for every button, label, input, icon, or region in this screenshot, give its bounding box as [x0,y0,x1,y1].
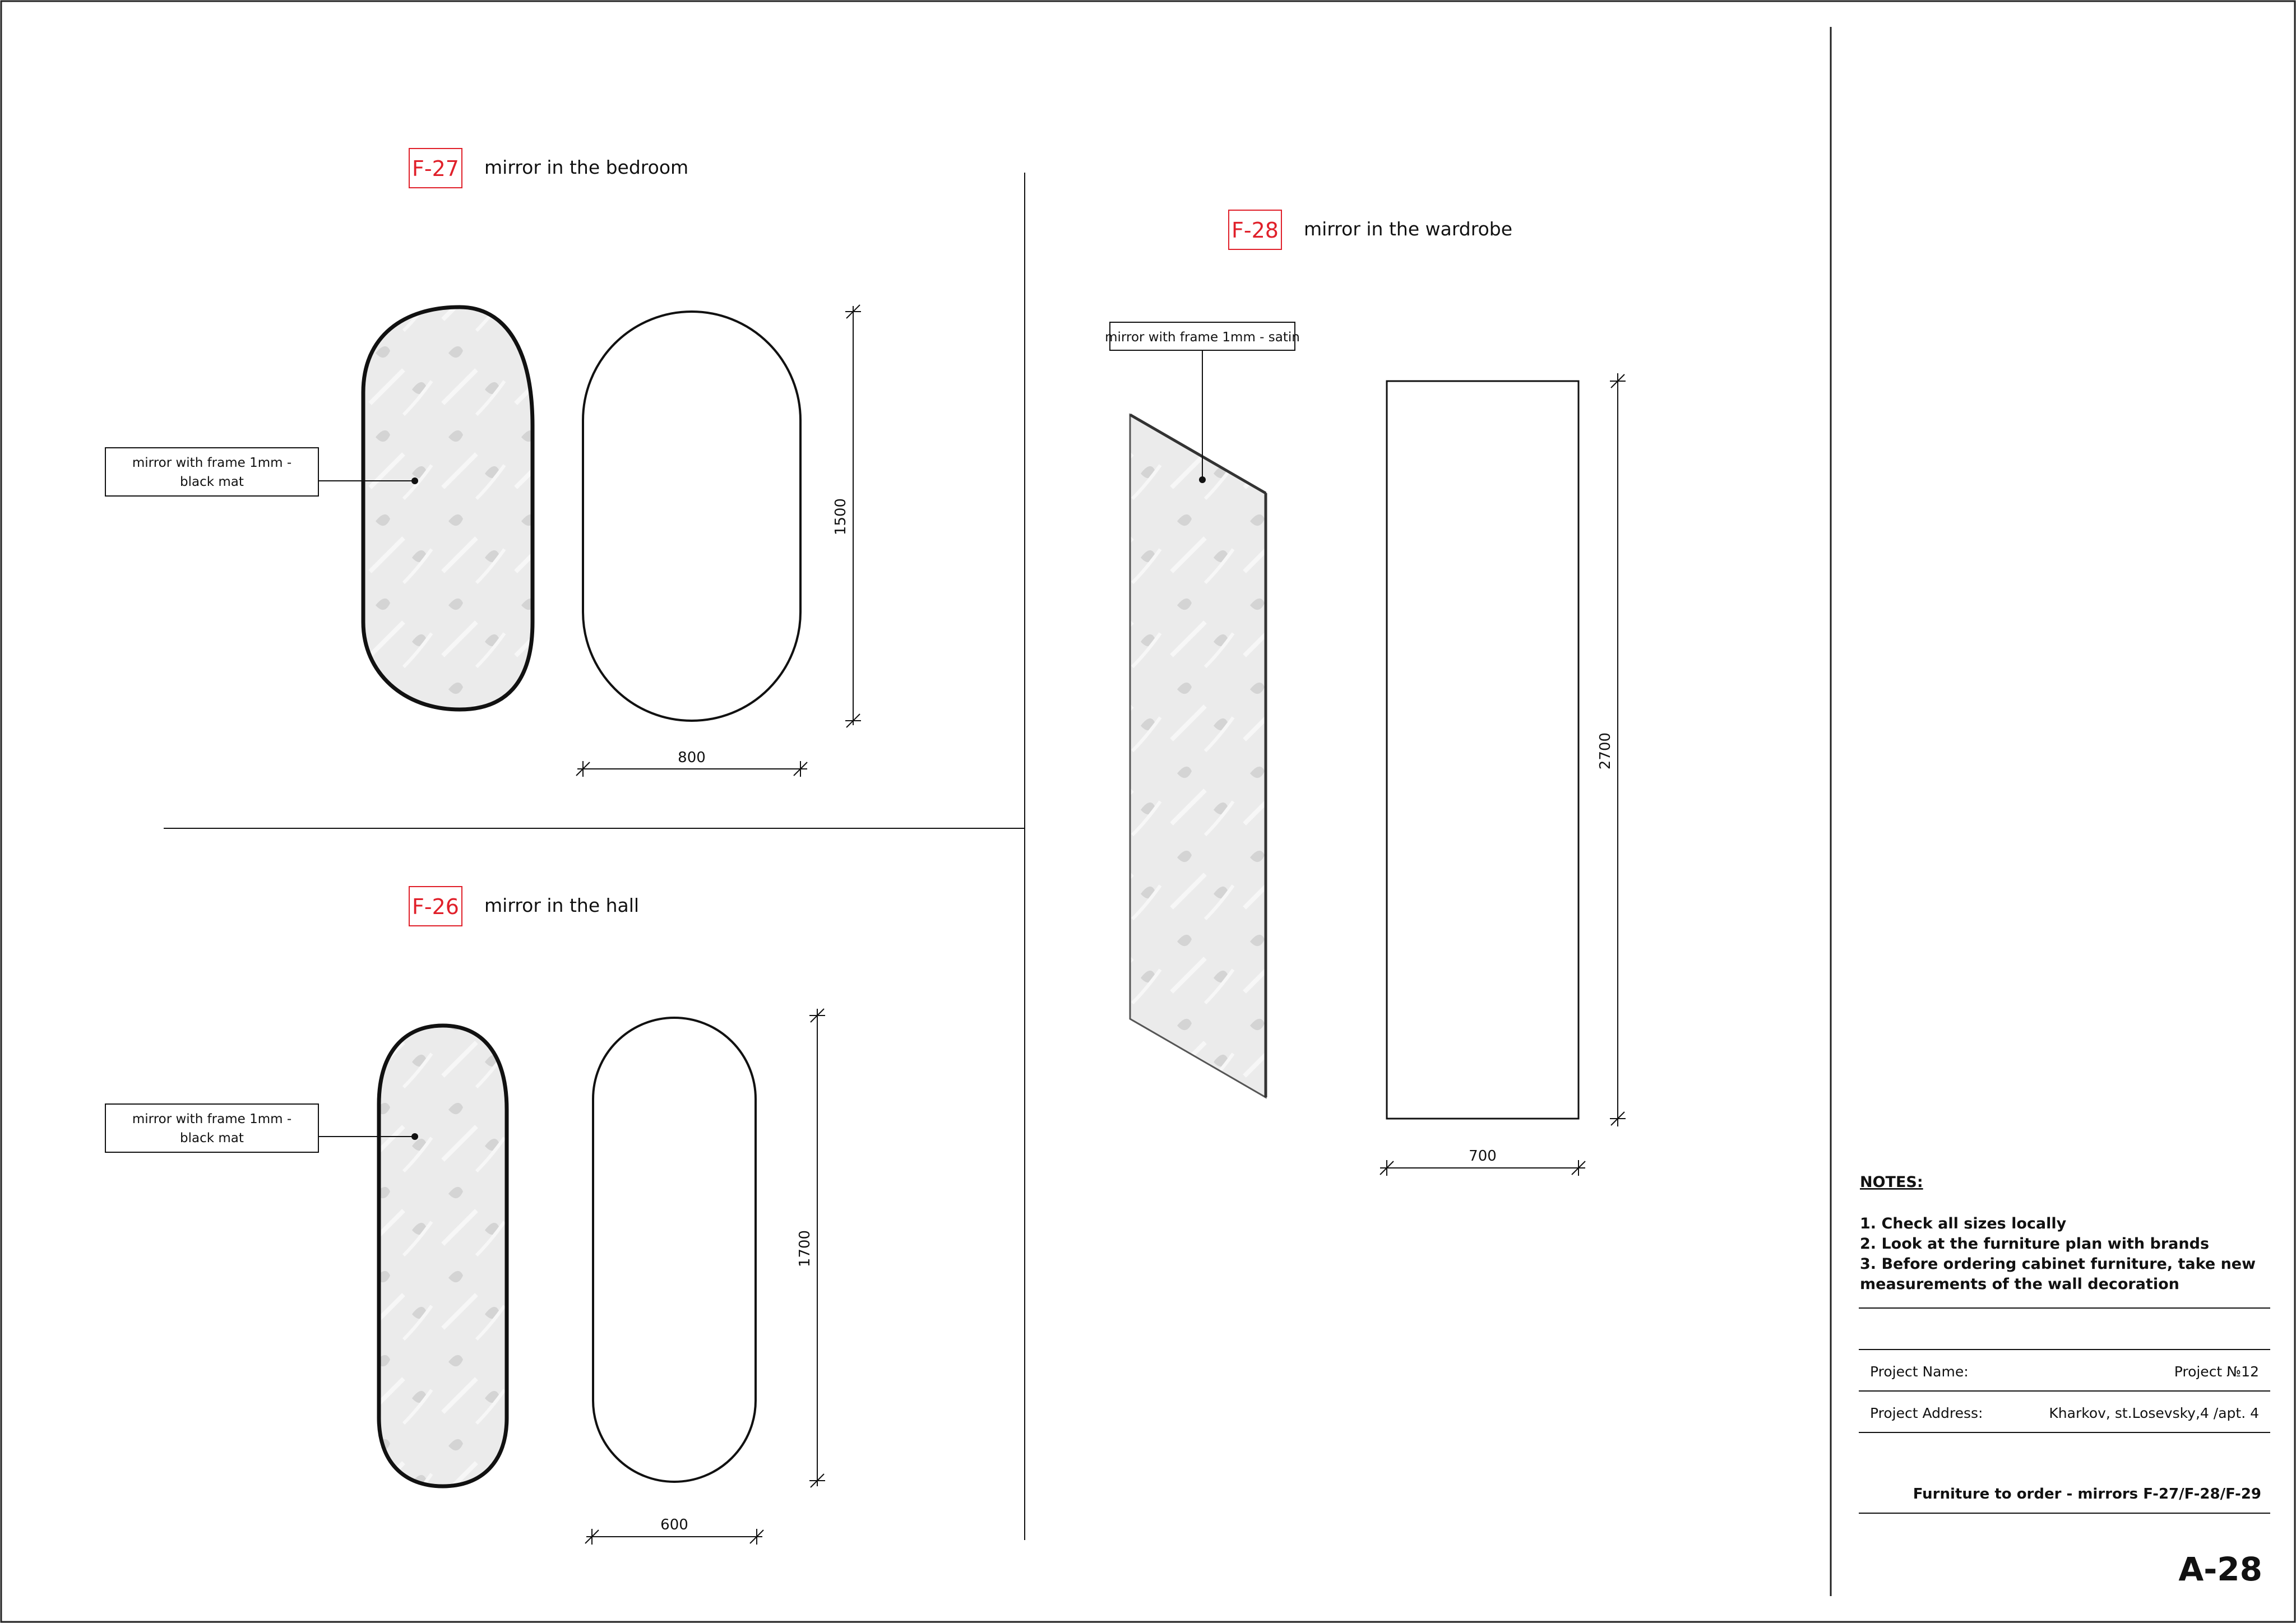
leader-dot-f26 [411,1133,418,1140]
mirror-f27-perspective [363,307,533,710]
leader-dot-f27 [411,477,418,484]
drawing-f28 [1105,210,1626,1176]
drawing-f27 [105,149,861,777]
project-name-value: Project №12 [2174,1364,2259,1380]
callout-f28-line1: mirror with frame 1mm - satin [1105,330,1300,345]
mirror-f28-elevation [1387,381,1578,1119]
mirror-f26-elevation [593,1018,756,1482]
notes-item-3: 3. Before ordering cabinet furniture, take new [1860,1255,2256,1273]
callout-f27-line2: black mat [180,475,244,489]
dim-f27-height: 1500 [832,498,849,536]
notes-block [1859,1174,2270,1308]
title-f27: mirror in the bedroom [484,156,689,178]
tag-f27: F-27 [412,156,459,181]
callout-f27-line1: mirror with frame 1mm - [132,456,292,470]
callout-f26-line1: mirror with frame 1mm - [132,1112,292,1126]
title-f28: mirror in the wardrobe [1304,218,1513,240]
dim-f28-height: 2700 [1597,732,1614,770]
project-address-value: Kharkov, st.Losevsky,4 /apt. 4 [2049,1405,2259,1421]
callout-f26-line2: black mat [180,1131,244,1146]
tag-f26: F-26 [412,894,459,919]
dim-f26-width: 600 [660,1517,688,1533]
dim-f28-width: 700 [1469,1148,1497,1165]
title-f26: mirror in the hall [484,894,640,916]
sheet-title: Furniture to order - mirrors F-27/F-28/F-29 [1913,1486,2261,1503]
tag-f28: F-28 [1232,218,1279,243]
title-block [1859,1350,2270,1588]
project-address-label: Project Address: [1870,1405,1983,1421]
notes-item-3-cont: measurements of the wall decoration [1860,1276,2179,1293]
notes-item-1: 1. Check all sizes locally [1860,1215,2067,1232]
drawing-f26 [105,887,825,1545]
notes-heading: NOTES: [1860,1174,1923,1191]
mirror-f26-perspective [379,1026,507,1486]
project-name-label: Project Name: [1870,1364,1969,1380]
sheet-number: A-28 [2178,1550,2262,1588]
mirror-f28-perspective [1130,415,1266,1097]
dim-f27-width: 800 [678,749,706,766]
dim-f26-height: 1700 [797,1230,813,1268]
mirror-f27-elevation [583,312,800,721]
notes-item-2: 2. Look at the furniture plan with brands [1860,1235,2210,1253]
leader-dot-f28 [1199,476,1206,483]
